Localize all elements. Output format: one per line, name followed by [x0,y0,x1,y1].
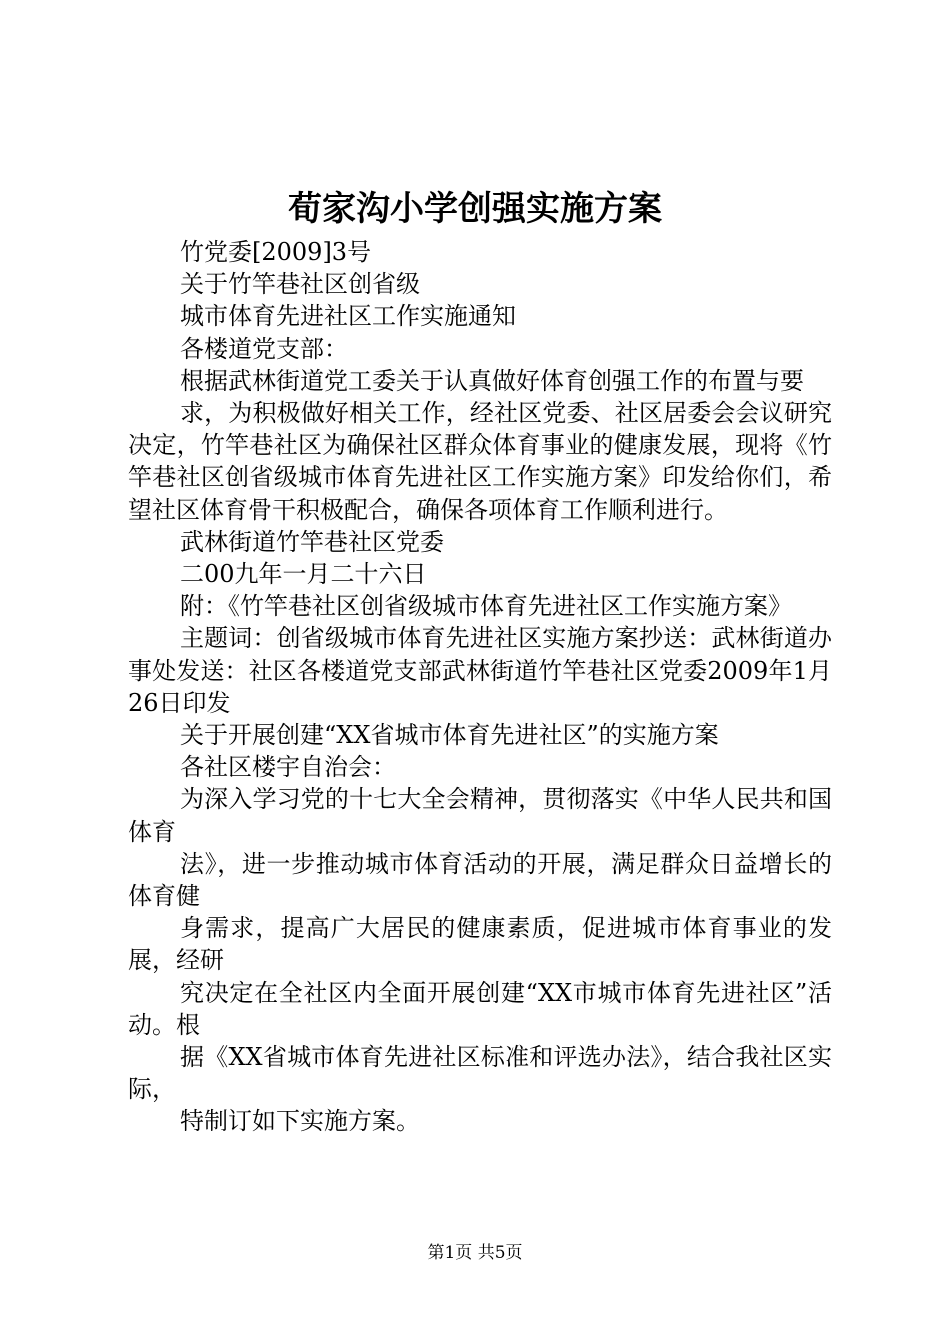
document-body [128,236,832,1138]
paragraph-subject-terms: 主题词：创省级城市体育先进社区实施方案抄送：武林街道办事处发送：社区各楼道党支部武林街道竹竿巷社区党委2009年1月26日印发 [128,624,832,717]
paragraph-attachment: 附：《竹竿巷社区创省级城市体育先进社区工作实施方案》 [180,592,792,621]
paragraph-addressee-2: 各社区楼宇自治会： [180,753,396,782]
paragraph: 求，为积极做好相关工作，经社区党委、社区居委会会议研究决定，竹竿巷社区为确保社区群众体育事业的健康发展，现将《竹竿巷社区创省级城市体育先进社区工作实施方案》印发给你们，希望社区体育骨干积极配合，确保各项体育工作顺利进行。 [128,399,832,524]
paragraph-notice-title-2: 城市体育先进社区工作实施通知 [180,302,516,331]
paragraph: 身需求，提高广大居民的健康素质，促进城市体育事业的发展，经研 [128,914,832,975]
paragraph: 根据武林街道党工委关于认真做好体育创强工作的布置与要 [180,366,804,395]
paragraph-signature-date: 二00九年一月二十六日 [180,560,427,589]
paragraph: 法》，进一步推动城市体育活动的开展，满足群众日益增长的体育健 [128,849,832,911]
paragraph-doc-number: 竹党委[2009]3号 [180,238,372,266]
paragraph-notice-title-1: 关于竹竿巷社区创省级 [180,270,420,299]
paragraph: 据《XX省城市体育先进社区标准和评选办法》，结合我社区实际， [128,1043,832,1104]
paragraph: 特制订如下实施方案。 [180,1107,420,1136]
document-title: 荀家沟小学创强实施方案 [288,189,662,229]
paragraph-addressee: 各楼道党支部： [180,334,348,363]
paragraph-signature-org: 武林街道竹竿巷社区党委 [180,527,444,556]
paragraph: 为深入学习党的十七大全会精神，贯彻落实《中华人民共和国体育 [128,785,832,846]
paragraph-plan-title: 关于开展创建“XX省城市体育先进社区”的实施方案 [180,721,719,750]
paragraph: 究决定在全社区内全面开展创建“XX市城市体育先进社区”活动。根 [128,978,832,1039]
page-footer: 第1页 共5页 [427,1243,523,1263]
